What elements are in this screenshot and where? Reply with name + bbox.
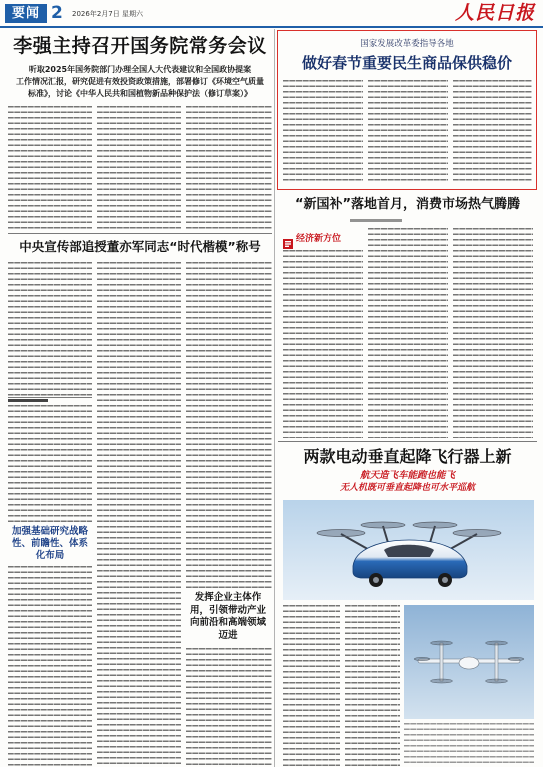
- section-rule: [278, 441, 537, 442]
- evtol-deck-line: 航天造飞车能跑也能飞: [359, 470, 455, 481]
- consumption-headline: “新国补”落地首月，消费市场热气腾腾: [294, 197, 521, 212]
- consumption-article-body: [368, 228, 448, 438]
- lead-subheadline-line: 标准》，讨论《中华人民共和国植物新品种保护法（修订草案）》: [28, 89, 252, 98]
- boxed-article-body: [368, 80, 448, 184]
- header-rule: [0, 26, 543, 28]
- subhead-enterprise-role: 发挥企业主体作用，引领带动产业向前沿和高端领域迈进: [189, 592, 266, 641]
- flying-car-photo: [283, 500, 534, 600]
- drone-photo: [404, 605, 534, 719]
- continued-article-body: [8, 566, 92, 767]
- boxed-article-kicker: 国家发展改革委指导各地: [360, 39, 454, 49]
- evtol-headline: 两款电动垂直起降飞行器上新: [303, 447, 512, 466]
- masthead-logo: 人民日报: [454, 2, 535, 24]
- honor-article-body: [186, 648, 272, 767]
- honor-article-body: [8, 262, 92, 396]
- photo-caption: [404, 723, 534, 767]
- lead-subheadline: [8, 64, 272, 100]
- section-rule: [8, 233, 272, 234]
- section-name: 要闻: [11, 6, 40, 21]
- issue-date: 2026年2月7日 星期六: [72, 10, 143, 18]
- honor-article-body: [186, 262, 272, 588]
- continued-article-body: [8, 405, 92, 522]
- honor-headline: 中央宣传部追授董亦军同志“时代楷模”称号: [19, 239, 261, 254]
- byline: [350, 219, 402, 222]
- section-marker-icon-graphic: [283, 239, 293, 249]
- lead-article-body: [8, 106, 92, 230]
- continued-rule: [8, 397, 92, 398]
- page-number: 2: [51, 3, 63, 23]
- lead-article-body: [186, 106, 272, 230]
- evtol-article-body: [345, 605, 400, 767]
- evtol-deck-line: 无人机既可垂直起降也可水平巡航: [339, 483, 475, 493]
- boxed-article-body: [453, 80, 532, 184]
- flying-car-image: [283, 500, 534, 600]
- boxed-article-headline: 做好春节重要民生商品保供稳价: [301, 54, 512, 72]
- lead-subheadline-line: 工作情况汇报，研究促进有效投资政策措施，部署修订《环境空气质量: [16, 77, 264, 86]
- section-marker-icon: [283, 234, 293, 244]
- consumption-article-body: [453, 228, 533, 438]
- lead-headline: 李强主持召开国务院常务会议: [13, 35, 267, 57]
- consumption-article-body: [283, 250, 363, 438]
- half-page-divider: [274, 29, 275, 767]
- column-tag: 经济新方位: [296, 234, 342, 244]
- honor-article-body: [97, 262, 181, 767]
- evtol-article-body: [283, 605, 340, 767]
- continued-label: [8, 399, 48, 402]
- section-tab: [5, 4, 47, 23]
- boxed-article-body: [283, 80, 363, 184]
- subhead-basic-research: 加强基础研究战略性、前瞻性、体系化布局: [11, 526, 88, 561]
- drone-image: [404, 605, 534, 719]
- lead-subheadline-line: 听取2025年国务院部门办理全国人大代表建议和全国政协提案: [28, 65, 252, 74]
- lead-article-body: [97, 106, 181, 230]
